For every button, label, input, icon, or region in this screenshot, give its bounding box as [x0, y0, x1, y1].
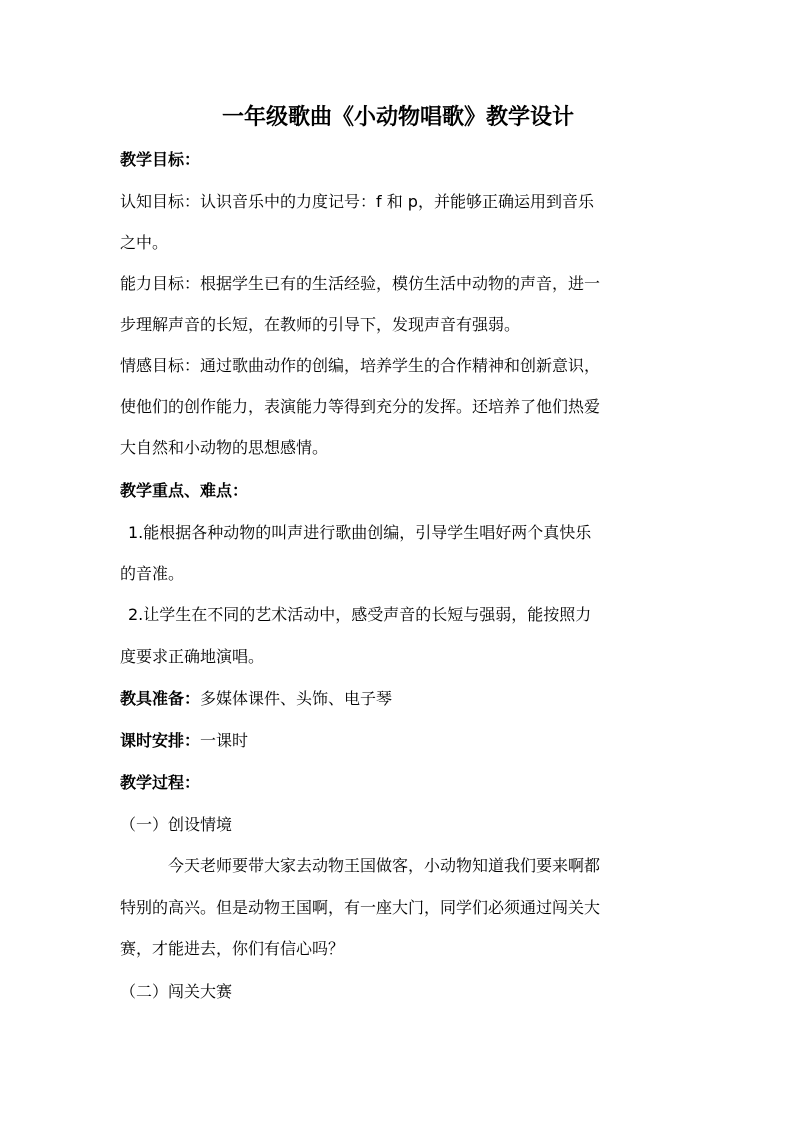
- key-point-1-line-2: 的音准。: [120, 564, 185, 583]
- emotion-goal-line-2: 使他们的创作能力，表演能力等得到充分的发挥。还培养了他们热爱: [120, 397, 601, 416]
- section-1-heading: （一）创设情境: [120, 815, 233, 834]
- key-points-heading: 教学重点、难点：: [120, 481, 249, 500]
- key-point-2-line-2: 度要求正确地演唱。: [120, 647, 265, 666]
- cognitive-goal-line-1: 认知目标：认识音乐中的力度记号：f 和 p，并能够正确运用到音乐: [120, 192, 594, 211]
- section-1-paragraph-line-1: 今天老师要带大家去动物王国做客，小动物知道我们要来啊都: [168, 856, 601, 875]
- document-title: 一年级歌曲《小动物唱歌》教学设计: [221, 105, 574, 130]
- ability-goal-line-2: 步理解声音的长短，在教师的引导下，发现声音有强弱。: [120, 315, 521, 334]
- section-2-heading: （二）闯关大赛: [120, 982, 233, 1001]
- emotion-goal-line-1: 情感目标：通过歌曲动作的创编，培养学生的合作精神和创新意识，: [120, 356, 601, 375]
- schedule-value: 一课时: [200, 731, 249, 750]
- key-point-2-line-1: 2.让学生在不同的艺术活动中，感受声音的长短与强弱，能按照力: [128, 605, 592, 624]
- cognitive-goal-line-2: 之中。: [120, 233, 169, 252]
- key-point-1-line-1: 1.能根据各种动物的叫声进行歌曲创编，引导学生唱好两个真快乐: [128, 523, 592, 542]
- schedule-row: [120, 729, 248, 753]
- section-1-paragraph-line-2: 特别的高兴。但是动物王国啊，有一座大门，同学们必须通过闯关大: [120, 898, 601, 917]
- section-1-paragraph-line-3: 赛，才能进去，你们有信心吗？: [120, 939, 345, 958]
- process-heading: 教学过程：: [120, 773, 201, 792]
- goals-heading: 教学目标：: [120, 150, 201, 169]
- emotion-goal-line-3: 大自然和小动物的思想感情。: [120, 438, 329, 457]
- schedule-label: 课时安排：: [120, 731, 201, 750]
- tools-row: [120, 687, 392, 711]
- ability-goal-line-1: 能力目标：根据学生已有的生活经验，模仿生活中动物的声音，进一: [120, 274, 601, 293]
- tools-value: 多媒体课件、头饰、电子琴: [200, 689, 393, 708]
- tools-label: 教具准备：: [120, 689, 201, 708]
